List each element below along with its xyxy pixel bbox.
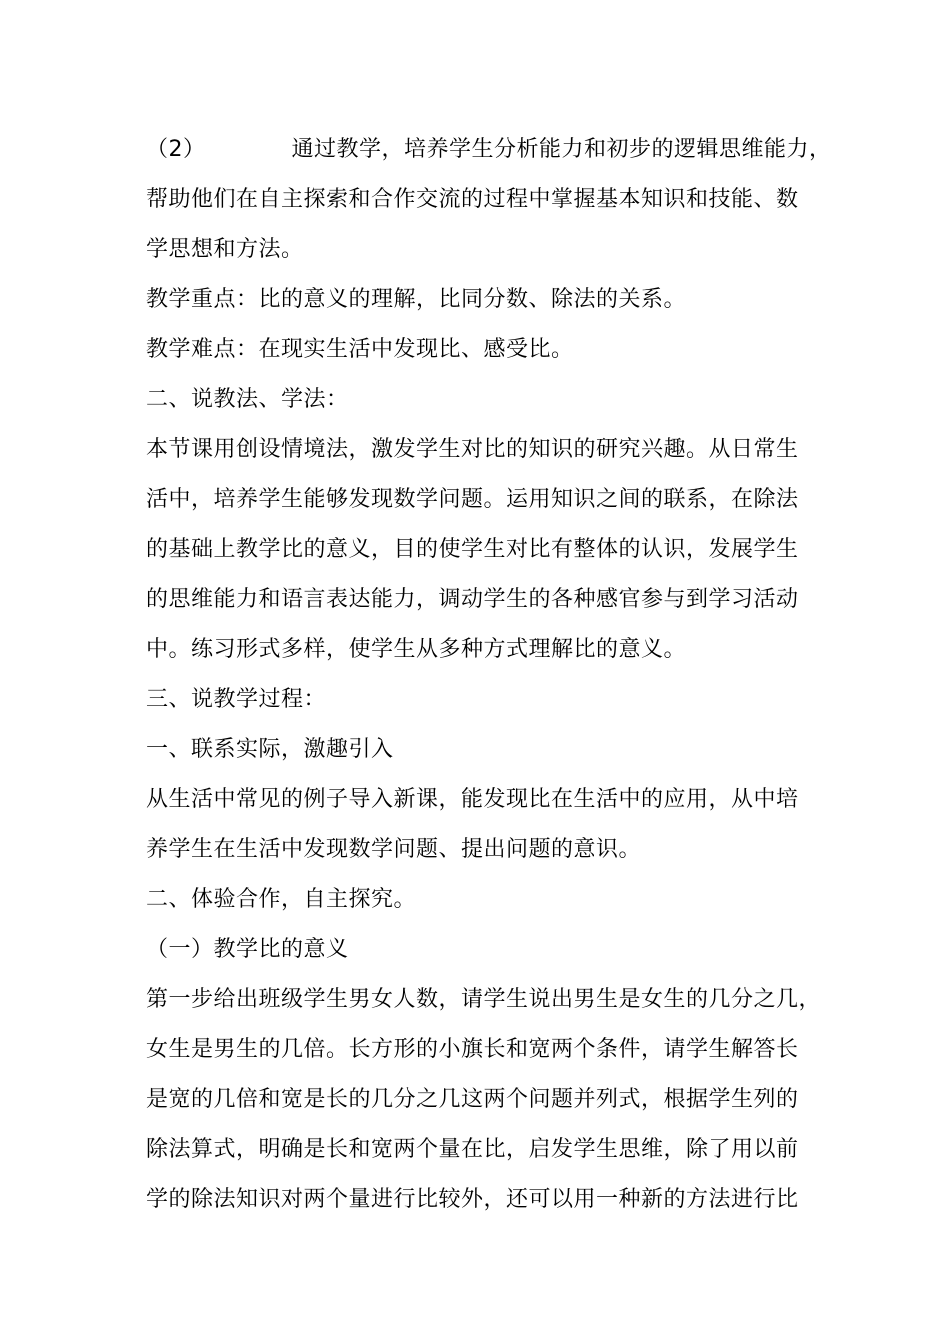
text-line: 的思维能力和语言表达能力，调动学生的各种感官参与到学习活动 <box>146 587 799 612</box>
list-number: （2） <box>146 137 206 162</box>
text-line <box>146 133 846 167</box>
section-heading: 三、说教学过程： <box>146 687 327 712</box>
text-line: 活中，培养学生能够发现数学问题。运用知识之间的联系，在除法 <box>146 487 799 512</box>
text-line: 的基础上教学比的意义，目的使学生对比有整体的认识，发展学生 <box>146 537 799 562</box>
text-line: 女生是男生的几倍。长方形的小旗长和宽两个条件，请学生解答长 <box>146 1037 799 1062</box>
text-line: 中。练习形式多样，使学生从多种方式理解比的意义。 <box>146 637 687 662</box>
text-line: 第一步给出班级学生男女人数，请学生说出男生是女生的几分之几， <box>146 987 822 1012</box>
text-line: 养学生在生活中发现数学问题、提出问题的意识。 <box>146 837 642 862</box>
text-line: 教学难点：在现实生活中发现比、感受比。 <box>146 337 574 362</box>
subsection-heading: 二、体验合作，自主探究。 <box>146 887 417 912</box>
subsection-heading: （一）教学比的意义 <box>146 937 349 962</box>
text-line: 是宽的几倍和宽是长的几分之几这两个问题并列式，根据学生列的 <box>146 1087 799 1112</box>
subsection-heading: 一、联系实际，激趣引入 <box>146 737 394 762</box>
section-heading: 二、说教法、学法： <box>146 387 349 412</box>
text-line: 除法算式，明确是长和宽两个量在比，启发学生思维，除了用以前 <box>146 1137 799 1162</box>
text-line: 学的除法知识对两个量进行比较外，还可以用一种新的方法进行比 <box>146 1187 799 1212</box>
text-line: 学思想和方法。 <box>146 237 304 262</box>
text-line: 教学重点：比的意义的理解，比同分数、除法的关系。 <box>146 287 687 312</box>
line-text: 通过教学，培养学生分析能力和初步的逻辑思维能力， <box>291 137 832 162</box>
text-line: 帮助他们在自主探索和合作交流的过程中掌握基本知识和技能、数 <box>146 187 799 212</box>
text-line: 本节课用创设情境法，激发学生对比的知识的研究兴趣。从日常生 <box>146 437 799 462</box>
text-line: 从生活中常见的例子导入新课，能发现比在生活中的应用，从中培 <box>146 787 799 812</box>
